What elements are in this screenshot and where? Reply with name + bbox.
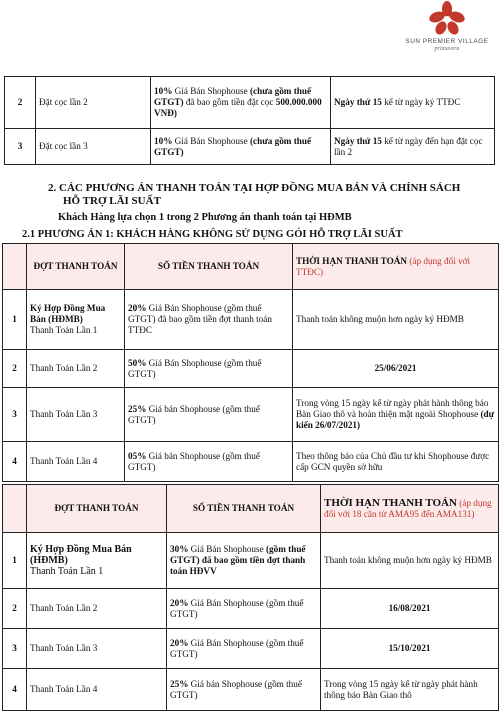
payment-phase: Thanh Toán Lần 4 <box>27 442 125 482</box>
row-number: 3 <box>3 388 27 442</box>
table-row <box>5 77 495 129</box>
brand-name: SUN PREMIER VILLAGE <box>405 38 489 45</box>
payment-deadline: Ngày thứ 15 kể từ ngày đến hạn đặt cọc lần 2 <box>331 129 495 165</box>
table-row <box>3 290 499 350</box>
flower-logo-icon <box>428 0 466 36</box>
brand-sub: primavera <box>434 46 460 52</box>
payment-amount: 20% Giá Bán Shophouse (gồm thuế GTGT) đã bao gồm tiền đợt thanh toán TTĐC <box>125 290 293 350</box>
payment-deadline: Thanh toán không muộn hơn ngày ký HĐMB <box>321 533 499 589</box>
row-number: 4 <box>3 669 27 711</box>
header-deadline: THỜI HẠN THANH TOÁN (áp dụng đối với 18 căn từ AMA95 đến AMA131) <box>321 485 499 533</box>
payment-deadline: Trong vòng 15 ngày kể từ ngày phát hành thông báo Bàn Giao thô <box>321 669 499 711</box>
table-row <box>3 589 499 629</box>
row-number: 2 <box>3 589 27 629</box>
table-row <box>3 350 499 388</box>
payment-phase: Đặt cọc lần 3 <box>36 129 151 165</box>
table-row <box>3 533 499 589</box>
section-intro: Khách Hàng lựa chọn 1 trong 2 Phương án thanh toán tại HĐMB <box>58 212 352 223</box>
payment-amount: 05% Giá bán Shophouse (gồm thuế GTGT) <box>125 442 293 482</box>
row-number: 4 <box>3 442 27 482</box>
payment-amount: 10% Giá Bán Shophouse (chưa gồm thuế GTGT) <box>151 129 331 165</box>
payment-amount: 20% Giá Bán Shophouse (gồm thuế GTGT) <box>167 589 321 629</box>
payment-deadline: 15/10/2021 <box>321 629 499 669</box>
deposit-table <box>4 76 495 165</box>
payment-deadline: Ngày thứ 15 kể từ ngày ký TTĐC <box>331 77 495 129</box>
payment-phase: Thanh Toán Lần 4 <box>27 669 167 711</box>
section-title-line1: 2. CÁC PHƯƠNG ÁN THANH TOÁN TẠI HỢP ĐỒNG MUA BÁN VÀ CHÍNH SÁCH <box>48 182 461 194</box>
table-row <box>3 629 499 669</box>
payment-amount: 20% Giá Bán Shophouse (gồm thuế GTGT) <box>167 629 321 669</box>
payment-phase: Thanh Toán Lần 2 <box>27 350 125 388</box>
payment-phase: Đặt cọc lần 2 <box>36 77 151 129</box>
payment-phase: Ký Hợp Đồng Mua Bán (HĐMB) Thanh Toán Lần 1 <box>27 290 125 350</box>
payment-deadline: Theo thông báo của Chủ đầu tư khi Shophouse được cấp GCN quyền sở hữu <box>293 442 499 482</box>
table-row <box>3 669 499 711</box>
payment-amount: 30% Giá Bán Shophouse (gồm thuế GTGT) đã bao gồm tiền đợt thanh toán HĐVV <box>167 533 321 589</box>
payment-option2-table <box>2 484 499 711</box>
payment-phase: Thanh Toán Lần 3 <box>27 629 167 669</box>
payment-deadline: 16/08/2021 <box>321 589 499 629</box>
payment-deadline: 25/06/2021 <box>293 350 499 388</box>
header-amount: SỐ TIỀN THANH TOÁN <box>125 244 293 290</box>
payment-amount: 25% Giá bán Shophouse (gồm thuế GTGT) <box>167 669 321 711</box>
payment-deadline: Thanh toán không muộn hơn ngày ký HĐMB <box>293 290 499 350</box>
table-header-row <box>3 485 499 533</box>
header-phase: ĐỢT THANH TOÁN <box>27 485 167 533</box>
payment-amount: 50% Giá Bán Shophouse (gồm thuế GTGT) <box>125 350 293 388</box>
payment-deadline: Trong vòng 15 ngày kể từ ngày phát hành thông báo Bàn Giao thô và hoàn thiện mặt ngoài Shophouse (dự kiến 26/07/2021) <box>293 388 499 442</box>
row-number: 1 <box>3 290 27 350</box>
row-number: 2 <box>5 77 36 129</box>
header-amount: SỐ TIỀN THANH TOÁN <box>167 485 321 533</box>
table-row <box>3 442 499 482</box>
header-deadline: THỜI HẠN THANH TOÁN (áp dụng đối với TTĐC) <box>293 244 499 290</box>
row-number: 1 <box>3 533 27 589</box>
payment-phase: Thanh Toán Lần 2 <box>27 589 167 629</box>
section-title-line2: HỖ TRỢ LÃI SUẤT <box>63 195 161 207</box>
table-row <box>5 129 495 165</box>
payment-phase: Ký Hợp Đồng Mua Bán (HĐMB) Thanh Toán Lần 1 <box>27 533 167 589</box>
payment-amount: 10% Giá Bán Shophouse (chưa gồm thuế GTGT) đã bao gồm tiền đặt cọc 500.000.000 VNĐ) <box>151 77 331 129</box>
row-number: 2 <box>3 350 27 388</box>
section-title <box>48 182 498 208</box>
header-no <box>3 244 27 290</box>
row-number: 3 <box>3 629 27 669</box>
option1-heading: 2.1 PHƯƠNG ÁN 1: KHÁCH HÀNG KHÔNG SỬ DỤNG GÓI HỖ TRỢ LÃI SUẤT <box>22 229 403 240</box>
header-no <box>3 485 27 533</box>
brand-logo <box>395 0 499 75</box>
header-phase: ĐỢT THANH TOÁN <box>27 244 125 290</box>
payment-option1-table <box>2 243 499 482</box>
table-header-row <box>3 244 499 290</box>
table-row <box>3 388 499 442</box>
row-number: 3 <box>5 129 36 165</box>
payment-phase: Thanh Toán Lần 3 <box>27 388 125 442</box>
payment-amount: 25% Giá bán Shophouse (gồm thuế GTGT) <box>125 388 293 442</box>
